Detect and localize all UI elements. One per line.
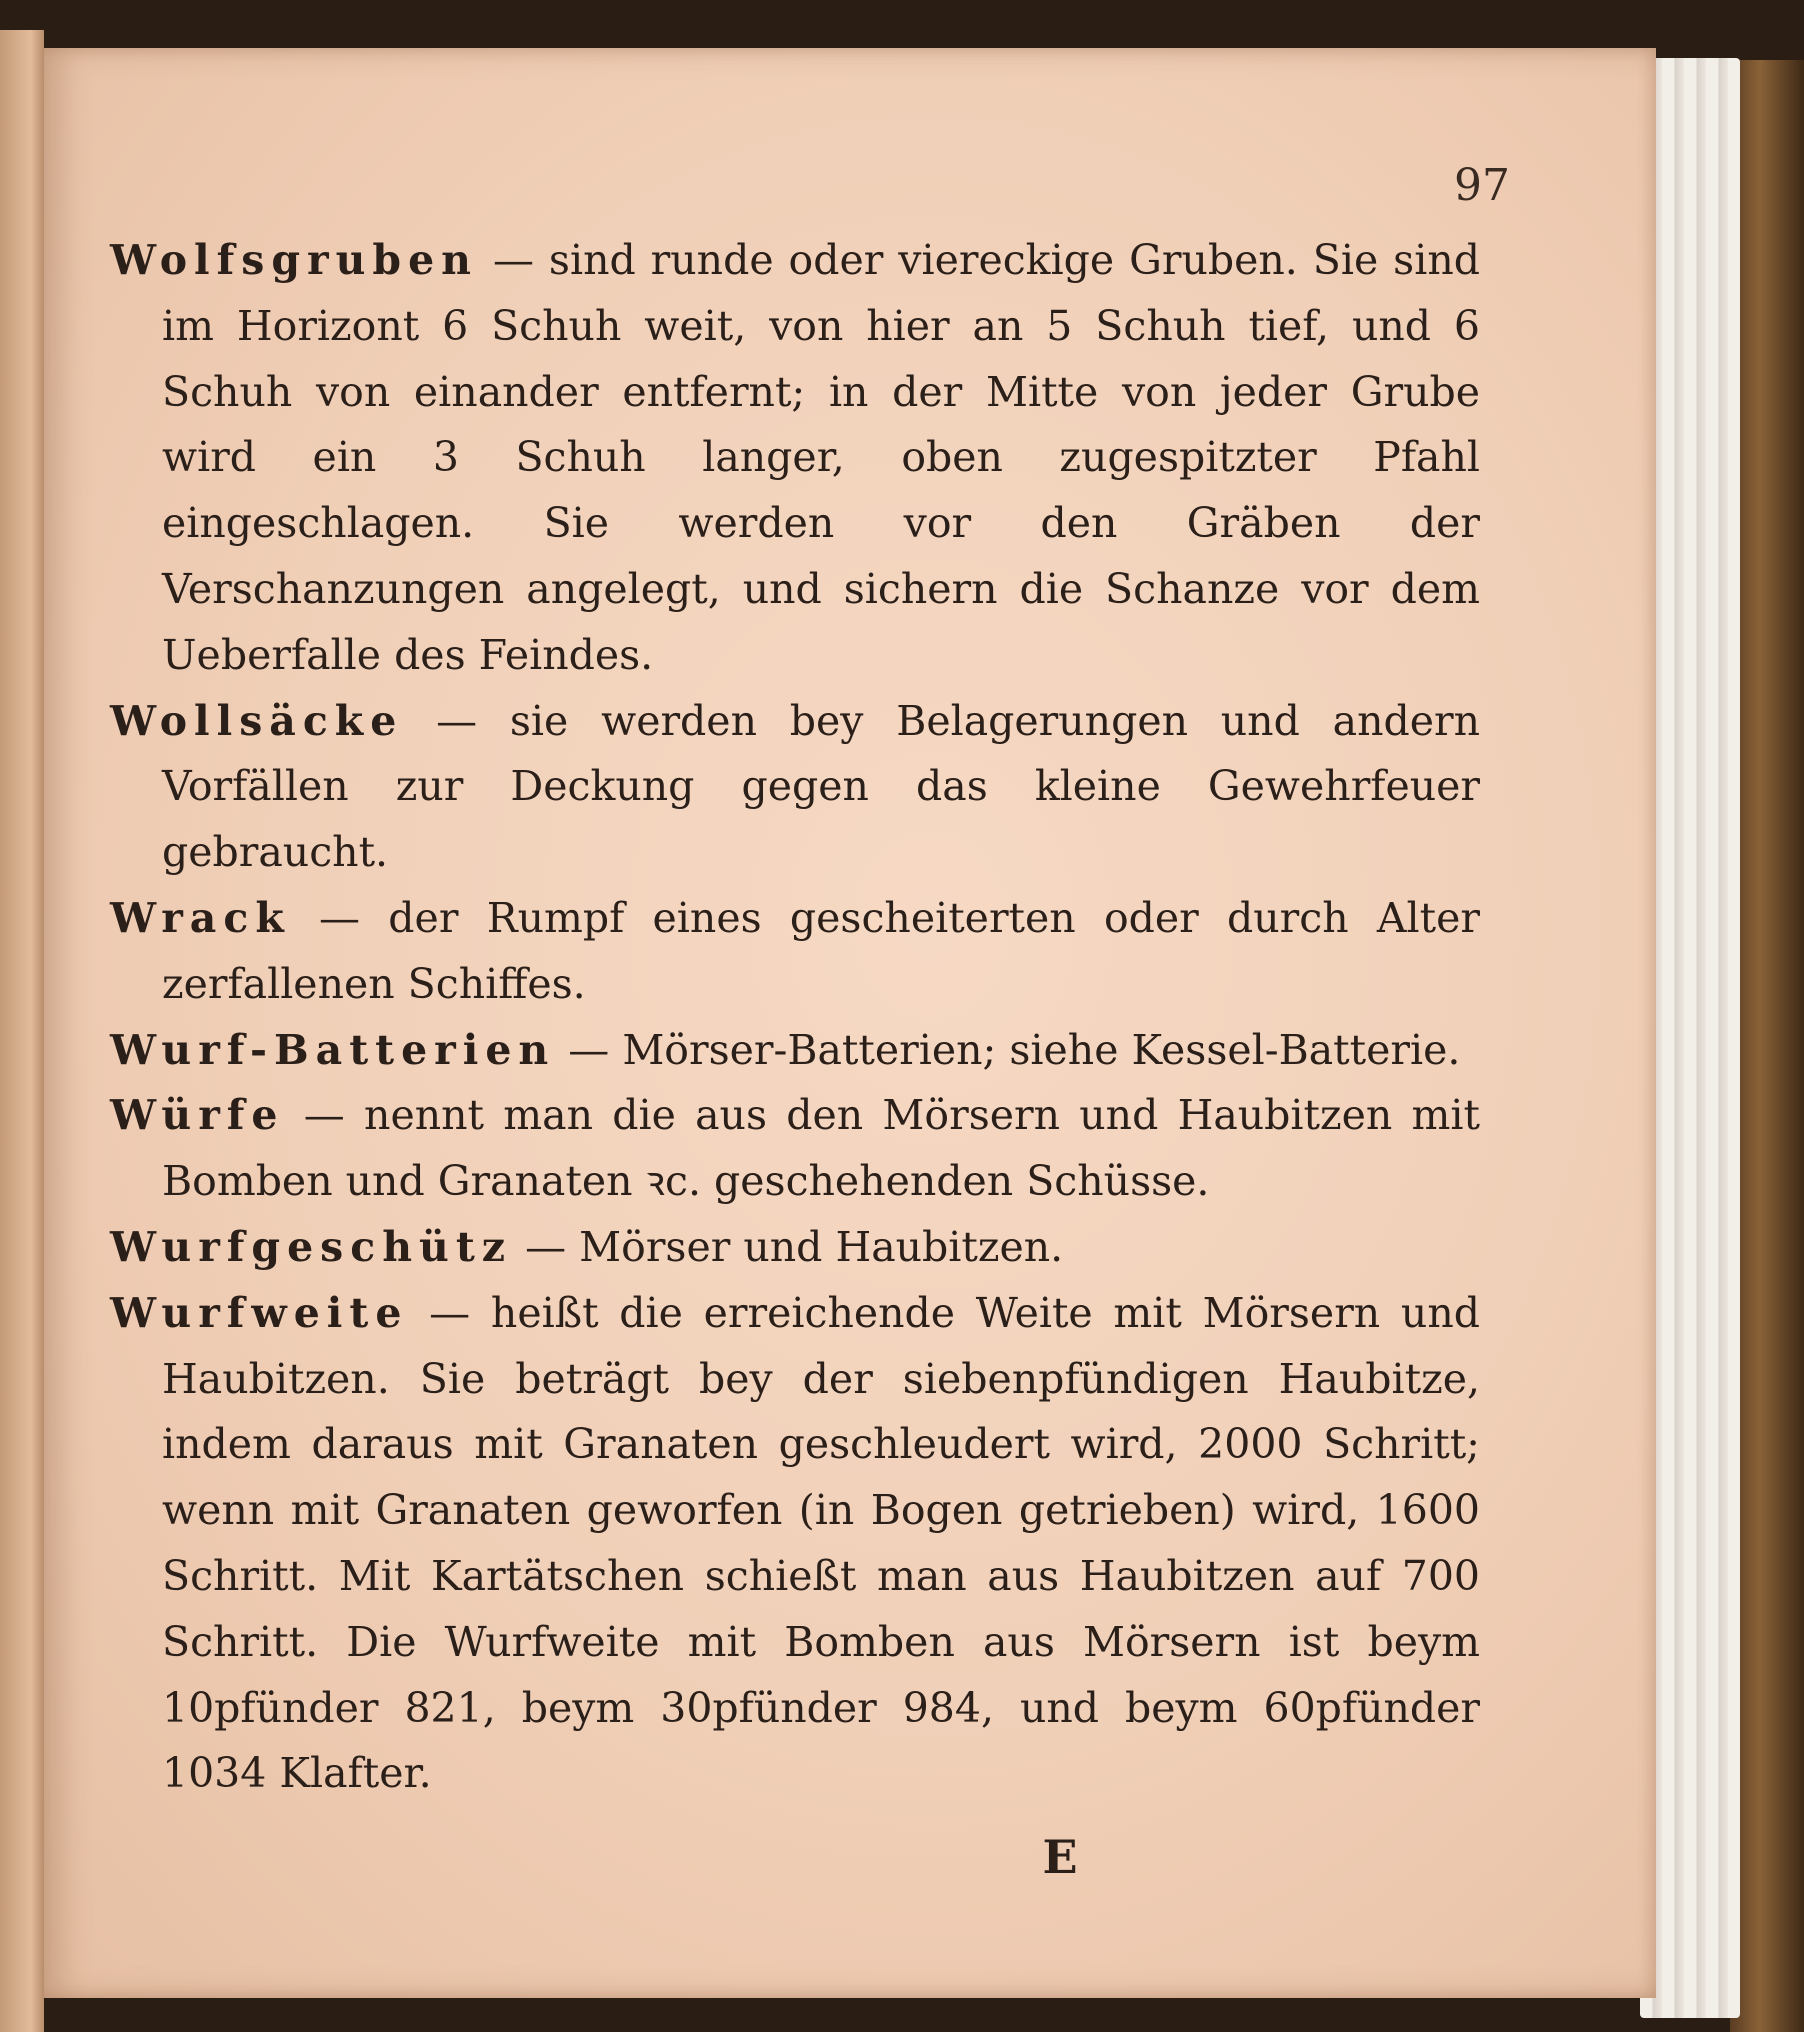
page-number: 97 [1454,160,1510,211]
entry-term: Wollsäcke [110,696,404,745]
entry-wollsaecke [110,689,1480,886]
entry-text: — Mörser und Haubitzen. [525,1222,1064,1271]
entry-wurfgeschuetz [110,1215,1480,1281]
entry-wrack [110,886,1480,1018]
entry-text: — der Rumpf eines gescheiterten oder durch Alter zerfallenen Schiffes. [162,893,1480,1008]
entry-term: Würfe [110,1091,285,1140]
entry-text: — sie werden bey Belagerungen und andern Vorfällen zur Deckung gegen das kleine Gewehrfeuer gebraucht. [162,696,1480,877]
entry-term: Wurfweite [110,1288,409,1337]
page-text [110,228,1480,1807]
entry-term: Wurfgeschütz [110,1222,513,1271]
entry-term: Wrack [110,893,291,942]
entry-wurf-batterien [110,1018,1480,1084]
entry-text: — nennt man die aus den Mörsern und Haubitzen mit Bomben und Granaten ꝛc. geschehenden Schüsse. [162,1091,1480,1206]
entry-text: — Mörser-Batterien; siehe Kessel-Batterie. [568,1025,1461,1074]
entry-text: — heißt die erreichende Weite mit Mörsern und Haubitzen. Sie beträgt bey der siebenpfündigen Haubitze, indem daraus mit Granaten geschleudert wird, 2000 Schritt; wenn mit Granaten geworfen (in Bogen getrieben) wird, 1600 Schritt. Mit Kartätschen schießt man aus Haubitzen auf 700 Schritt. Die Wurfweite mit Bomben aus Mörsern ist beym 10pfünder 821, beym 30pfünder 984, und beym 60pfünder 1034 Klafter. [162,1288,1480,1798]
entry-term: Wurf-Batterien [110,1025,556,1074]
book-cover-edge [1730,60,1804,2032]
book-left-page-edge [0,30,44,2032]
entry-wurfweite [110,1281,1480,1807]
entry-wuerfe [110,1083,1480,1215]
entry-text: — sind runde oder viereckige Gruben. Sie sind im Horizont 6 Schuh weit, von hier an 5 Schuh tief, und 6 Schuh von einander entfernt; in der Mitte von jeder Grube wird ein 3 Schuh langer, oben zugespitzter Pfahl eingeschlagen. Sie werden vor den Gräben der Verschanzungen angelegt, und sichern die Schanze vor dem Ueberfalle des Feindes. [162,236,1480,679]
entry-term: Wolfsgruben [110,236,478,284]
signature-mark: E [1042,1830,1078,1884]
entry-wolfsgruben [110,228,1480,689]
